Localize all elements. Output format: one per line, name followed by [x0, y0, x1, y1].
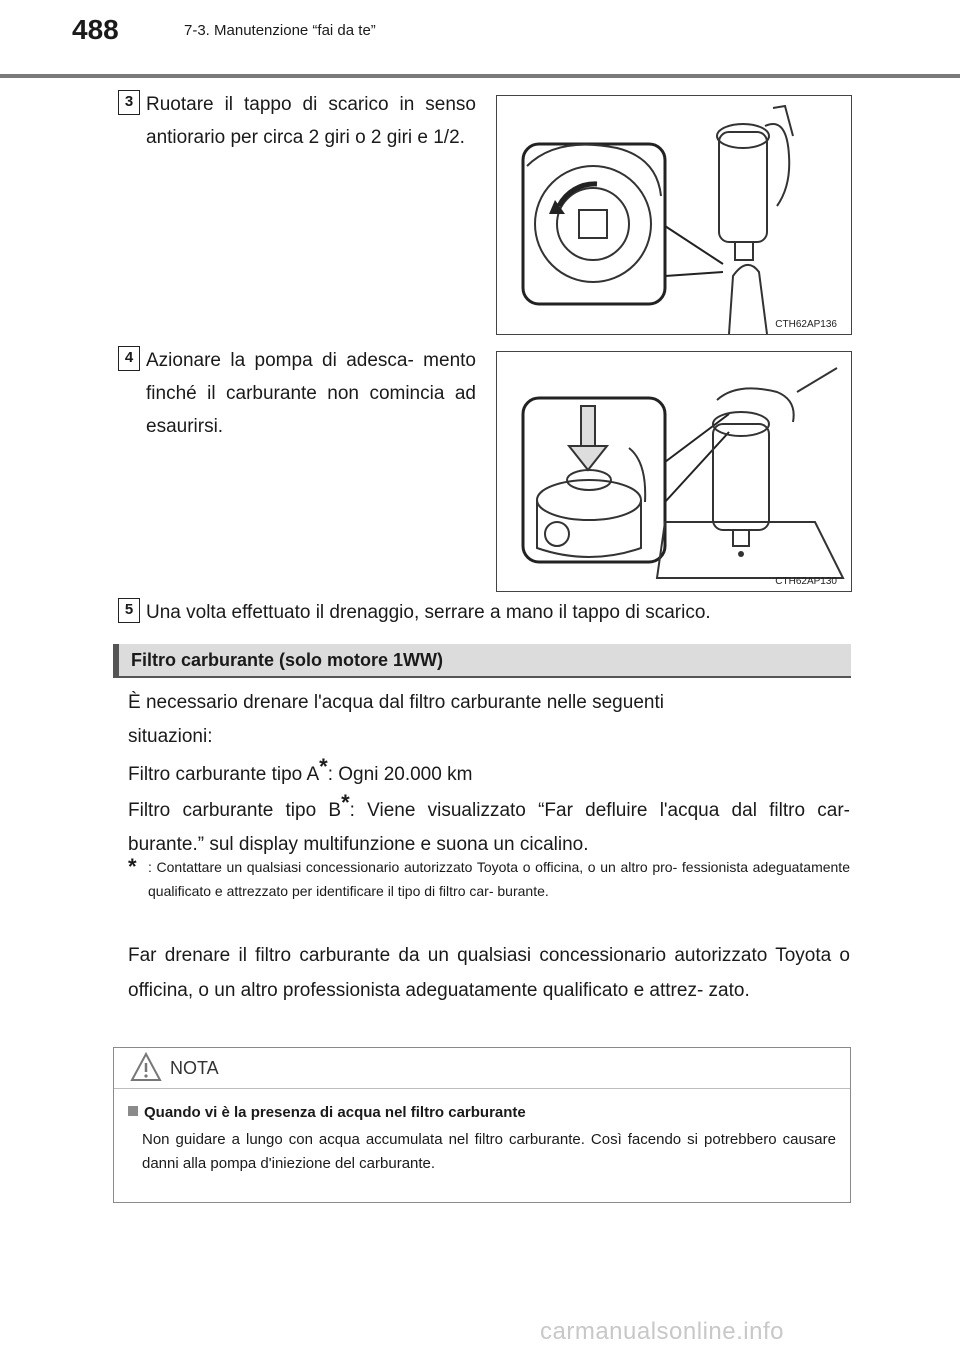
- section-heading: [113, 644, 851, 678]
- step-4-text: Azionare la pompa di adesca- mento finché il carburante non comincia ad esaurirsi.: [146, 350, 476, 437]
- page-header: [0, 0, 960, 78]
- footnote: [128, 855, 850, 903]
- type-a-line: [128, 754, 473, 792]
- notice-box: [113, 1047, 851, 1203]
- warning-icon: [130, 1052, 162, 1082]
- step-number-4: 4: [118, 346, 140, 371]
- section-title: 7-3. Manutenzione “fai da te”: [184, 22, 376, 39]
- closing-paragraph: Far drenare il filtro carburante da un qualsiasi concessionario autorizzato Toyota o officina, o un altro professionista adeguatamente qualificato e attrez- zato.: [128, 945, 850, 1001]
- intro-paragraph: È necessario drenare l'acqua dal filtro carburante nelle seguenti situazioni:: [128, 692, 664, 747]
- notice-text: Non guidare a lungo con acqua accumulata nel filtro carburante. Così facendo si potrebbero causare danni alla pompa d'iniezione del carburante.: [142, 1131, 836, 1172]
- figure-drain-plug: [496, 95, 852, 335]
- bullet-square-icon: [128, 1106, 138, 1116]
- type-b-text: : Viene visualizzato “Far defluire l'acqua dal filtro car- burante.” sul display multifunzione e suona un cicalino.: [128, 800, 850, 855]
- notice-subheading-text: Quando vi è la presenza di acqua nel filtro carburante: [144, 1104, 526, 1121]
- footnote-asterisk: *: [128, 854, 137, 879]
- step-5-text: Una volta effettuato il drenaggio, serrare a mano il tappo di scarico.: [146, 602, 711, 623]
- type-a-text: : Ogni 20.000 km: [327, 764, 473, 785]
- watermark: carmanualsonline.info: [540, 1318, 784, 1345]
- notice-title: NOTA: [170, 1058, 219, 1078]
- figure-code: CTH62AP130: [775, 576, 837, 587]
- page-number: 488: [72, 14, 119, 45]
- asterisk: *: [341, 790, 350, 815]
- type-b-label: Filtro carburante tipo B: [128, 800, 342, 821]
- step-number-5: 5: [118, 598, 140, 623]
- notice-header: [114, 1048, 850, 1089]
- figure-code: CTH62AP136: [775, 319, 837, 330]
- step-3-text: Ruotare il tappo di scarico in senso antiorario per circa 2 giri o 2 giri e 1/2.: [146, 94, 476, 148]
- section-heading-text: Filtro carburante (solo motore 1WW): [131, 650, 444, 670]
- drain-plug-illustration: [497, 96, 851, 334]
- header-rule: [0, 74, 960, 78]
- type-a-label: Filtro carburante tipo A: [128, 764, 320, 785]
- priming-pump-illustration: [497, 352, 851, 591]
- footnote-text: : Contattare un qualsiasi concessionario autorizzato Toyota o officina, o un altro pro- fessionista adeguatamente qualificato e attrezzato per identificare il tipo di filtro car- burante.: [148, 859, 850, 899]
- figure-priming-pump: [496, 351, 852, 592]
- notice-subheading: [128, 1104, 526, 1121]
- step-number-3: 3: [118, 90, 140, 115]
- type-b-line: [128, 790, 850, 862]
- asterisk: *: [319, 754, 328, 779]
